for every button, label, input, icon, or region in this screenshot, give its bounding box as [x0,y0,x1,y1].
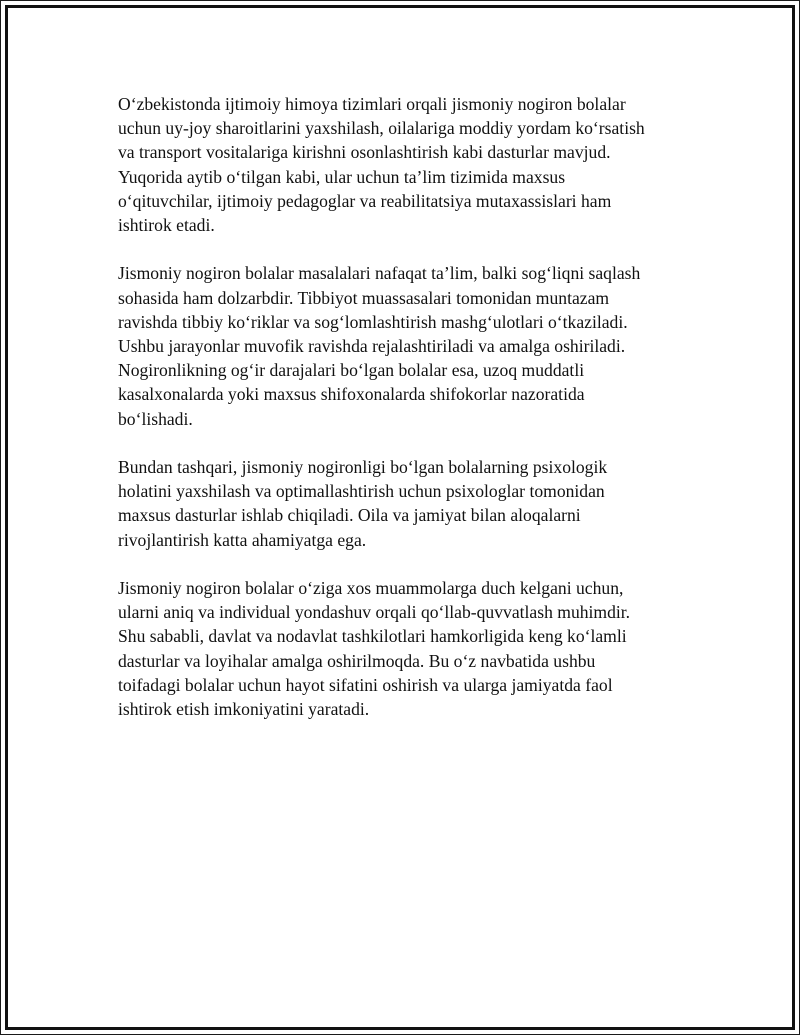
paragraph-2: Jismoniy nogiron bolalar masalalari nafaqat ta’lim, balki sog‘liqni saqlash sohasida ham dolzarbdir. Tibbiyot muassasalari tomonidan muntazam ravishda tibbiy ko‘riklar va sog‘lomlashtirish mashg‘ulotlari o‘tkaziladi. Ushbu jarayonlar muvofik ravishda rejalashtiriladi va amalga oshiriladi. Nogironlikning og‘ir darajalari bo‘lgan bolalar esa, uzoq muddatli kasalxonalarda yoki maxsus shifoxonalarda shifokorlar nazoratida bo‘lishadi. [118,263,641,429]
document-body [118,92,678,745]
paragraph-1: O‘zbekistonda ijtimoiy himoya tizimlari orqali jismoniy nogiron bolalar uchun uy-joy sharoitlarini yaxshilash, oilalariga moddiy yordam ko‘rsatish va transport vositalariga kirishni osonlashtirish kabi dasturlar mavjud. Yuqorida aytib o‘tilgan kabi, ular uchun ta’lim tizimida maxsus o‘qituvchilar, ijtimoiy pedagoglar va reabilitatsiya mutaxassislari ham ishtirok etadi. [118,94,645,236]
paragraph-4: Jismoniy nogiron bolalar o‘ziga xos muammolarga duch kelgani uchun, ularni aniq va individual yondashuv orqali qo‘llab-quvvatlash muhimdir. Shu sababli, davlat va nodavlat tashkilotlari hamkorligida keng ko‘lamli dasturlar va loyihalar amalga oshirilmoqda. Bu o‘z navbatida ushbu toifadagi bolalar uchun hayot sifatini oshirish va ularga jamiyatda faol ishtirok etish imkoniyatini yaratadi. [118,578,631,720]
paragraph-3: Bundan tashqari, jismoniy nogironligi bo‘lgan bolalarning psixologik holatini yaxshilash va optimallashtirish uchun psixologlar tomonidan maxsus dasturlar ishlab chiqiladi. Oila va jamiyat bilan aloqalarni rivojlantirish katta ahamiyatga ega. [118,457,608,550]
